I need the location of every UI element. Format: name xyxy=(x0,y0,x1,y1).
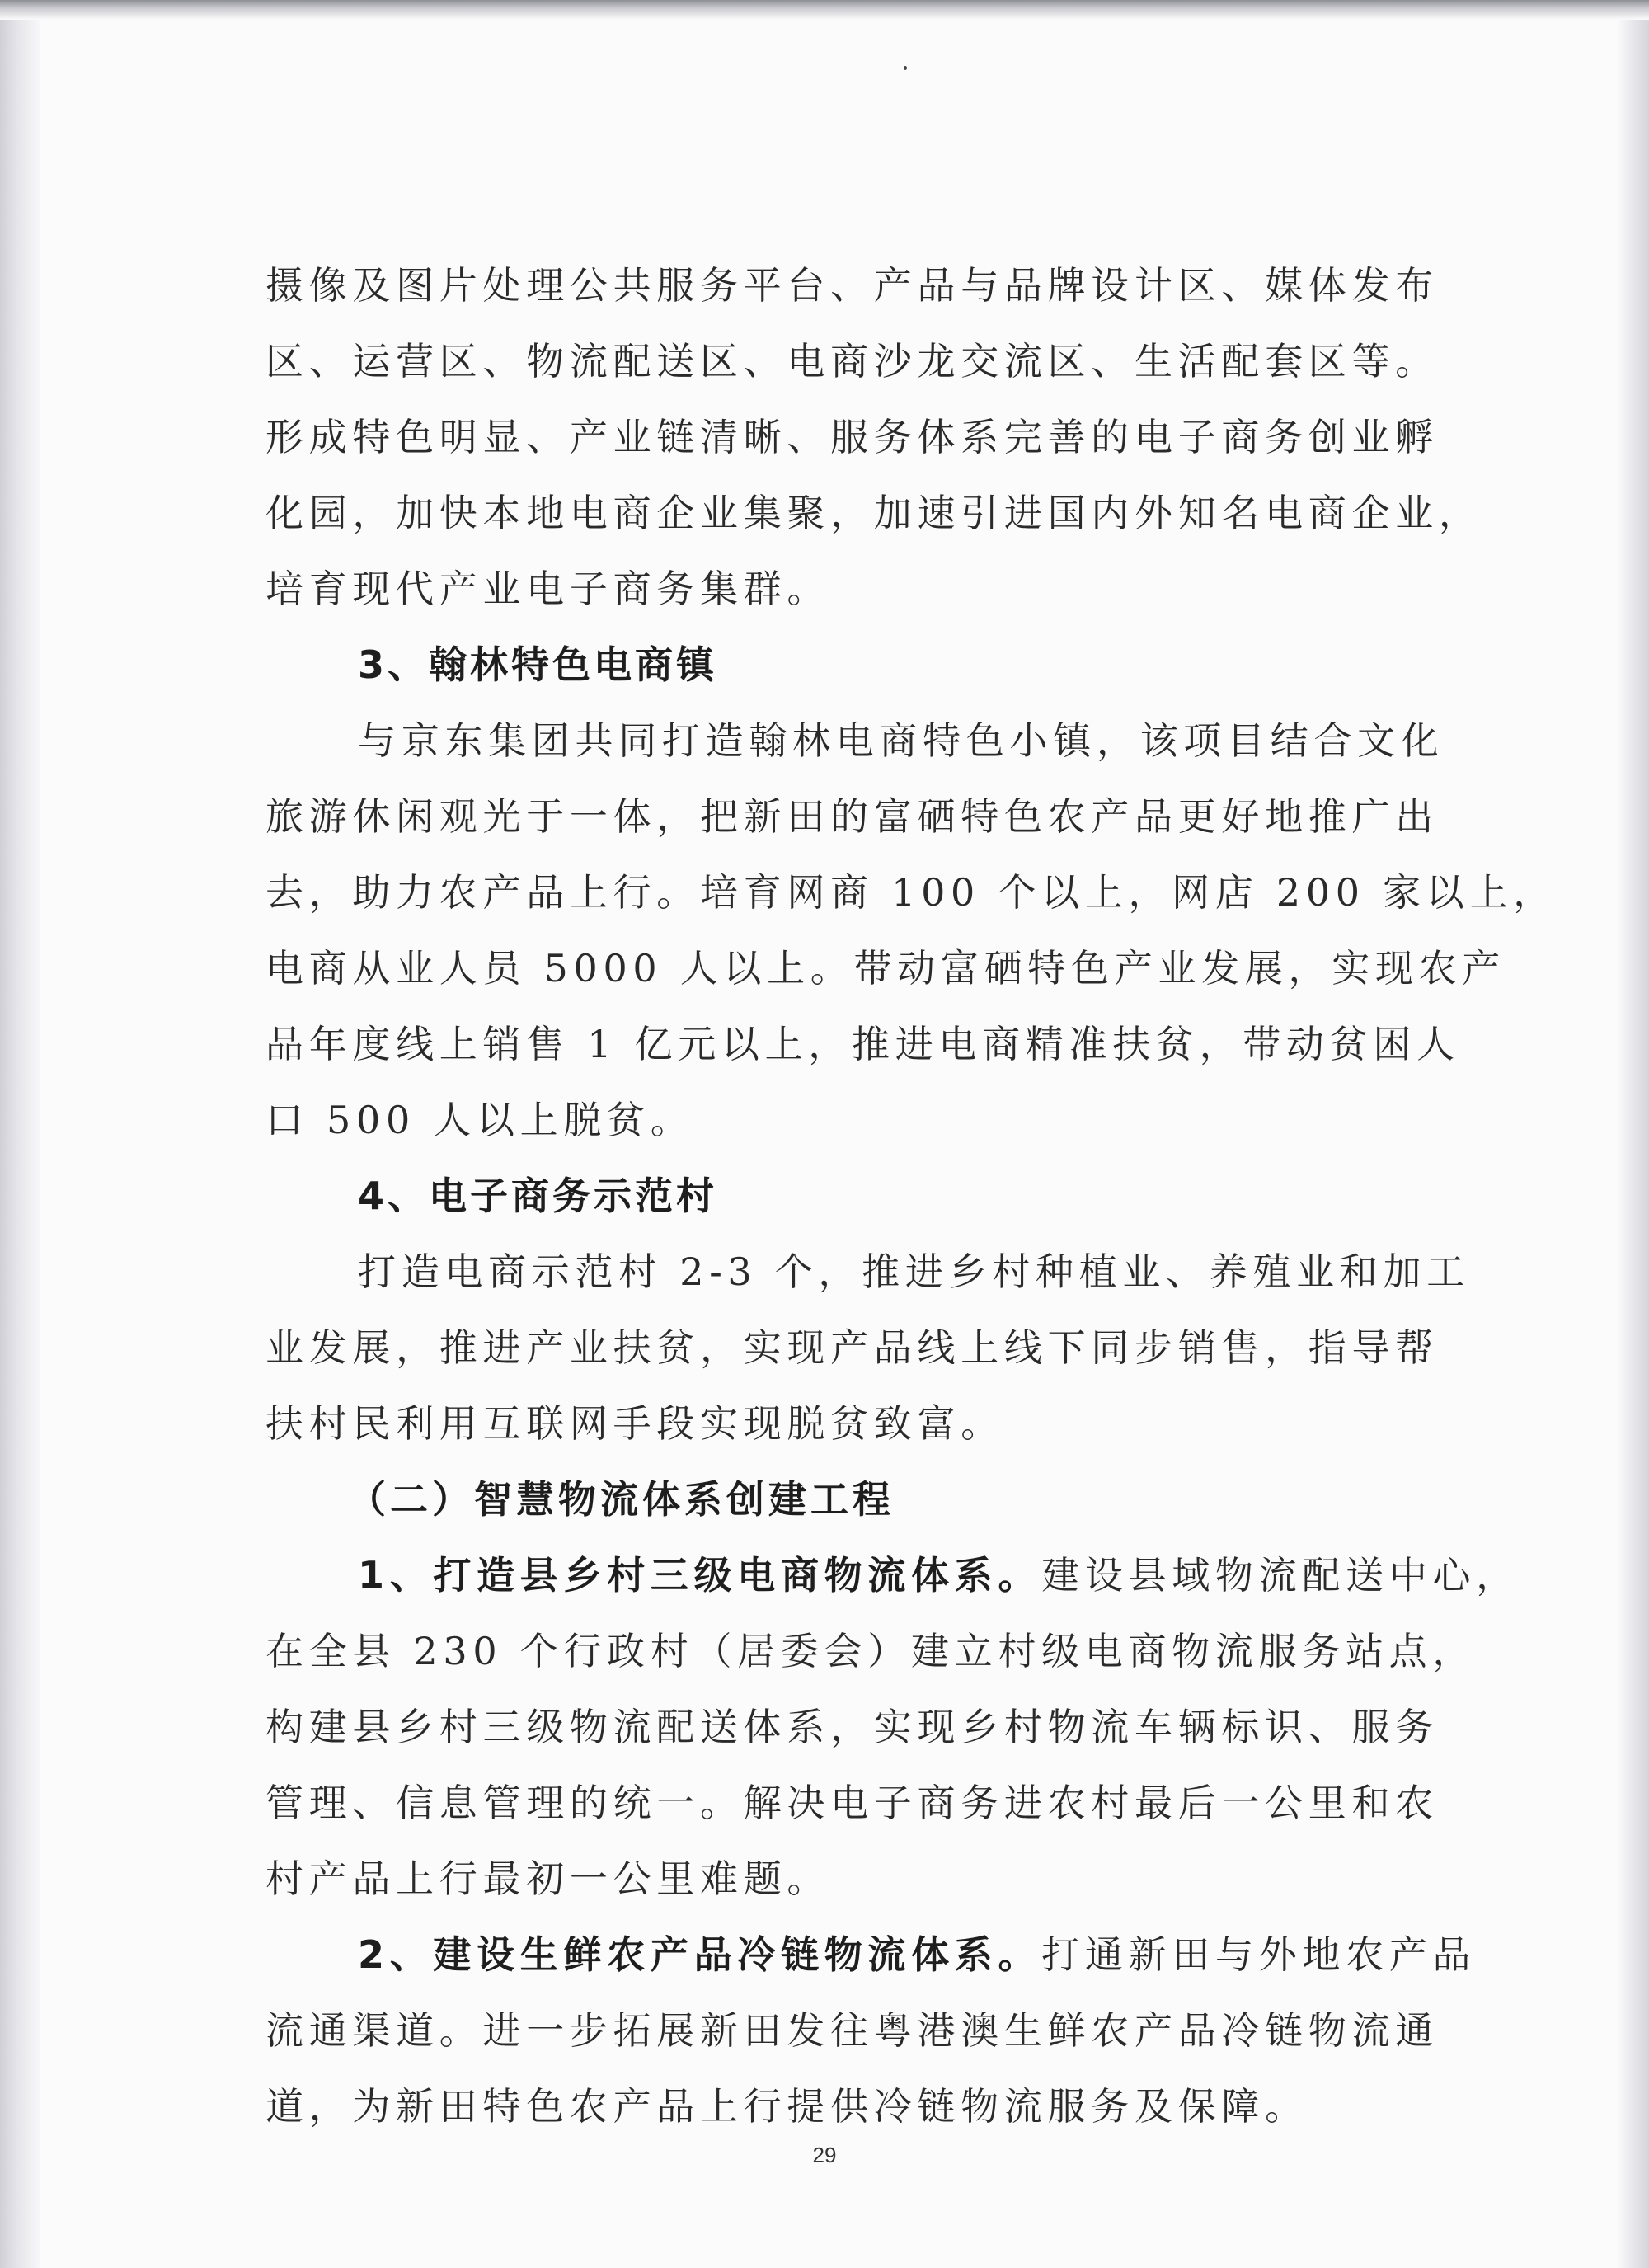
paragraph-line: 管理、信息管理的统一。解决电子商务进农村最后一公里和农 xyxy=(265,1781,1439,1825)
scan-shadow-right xyxy=(1616,0,1649,2268)
paragraph-line: 扶村民利用互联网手段实现脱贫致富。 xyxy=(265,1401,1004,1446)
paragraph-line: 道，为新田特色农产品上行提供冷链物流服务及保障。 xyxy=(265,2084,1308,2129)
lead-rest: 打通新田与外地农产品 xyxy=(1041,1932,1477,1977)
paragraph-line: 化园，加快本地电商企业集聚，加速引进国内外知名电商企业， xyxy=(265,491,1482,535)
paragraph-line: 构建县乡村三级物流配送体系，实现乡村物流车辆标识、服务 xyxy=(265,1705,1439,1749)
paragraph-line xyxy=(265,1537,1520,1613)
paragraph-line: 旅游休闲观光于一体，把新田的富硒特色农产品更好地推广出 xyxy=(265,794,1439,839)
paragraph-line: 区、运营区、物流配送区、电商沙龙交流区、生活配套区等。 xyxy=(265,339,1439,383)
page-number: 29 xyxy=(812,2143,837,2167)
paragraph-line: 与京东集团共同打造翰林电商特色小镇，该项目结合文化 xyxy=(358,718,1445,763)
scan-shadow-left xyxy=(0,0,40,2268)
paragraph-line: 流通渠道。进一步拓展新田发往粤港澳生鲜农产品冷链物流通 xyxy=(265,2008,1439,2053)
paragraph-line: 口 500 人以上脱贫。 xyxy=(265,1098,694,1142)
paragraph-line: 形成特色明显、产业链清晰、服务体系完善的电子商务创业孵 xyxy=(265,415,1439,459)
lead-phrase: 1、打造县乡村三级电商物流体系。 xyxy=(358,1553,1042,1597)
scan-speck xyxy=(904,66,907,70)
body-text xyxy=(265,247,1557,2144)
subheading-demo-village: 4、电子商务示范村 xyxy=(358,1174,718,1218)
paragraph-line xyxy=(265,1917,1477,1993)
subheading-hanlin-town: 3、翰林特色电商镇 xyxy=(358,642,718,687)
lead-phrase: 2、建设生鲜农产品冷链物流体系。 xyxy=(358,1932,1042,1977)
paragraph-line: 去，助力农产品上行。培育网商 100 个以上，网店 200 家以上， xyxy=(265,870,1557,915)
paragraph-line: 业发展，推进产业扶贫，实现产品线上线下同步销售，指导帮 xyxy=(265,1325,1439,1370)
paragraph-line: 电商从业人员 5000 人以上。带动富硒特色产业发展，实现农产 xyxy=(265,946,1506,990)
paragraph-line: 培育现代产业电子商务集群。 xyxy=(265,567,831,611)
paragraph-line: 品年度线上销售 1 亿元以上，推进电商精准扶贫，带动贫困人 xyxy=(265,1022,1460,1066)
scan-shadow-top xyxy=(0,0,1649,20)
lead-rest: 建设县域物流配送中心， xyxy=(1041,1553,1520,1597)
section-heading-logistics: （二）智慧物流体系创建工程 xyxy=(348,1477,895,1522)
paragraph-line: 摄像及图片处理公共服务平台、产品与品牌设计区、媒体发布 xyxy=(265,263,1439,308)
paragraph-line: 在全县 230 个行政村（居委会）建立村级电商物流服务站点， xyxy=(265,1629,1477,1673)
paragraph-line: 村产品上行最初一公里难题。 xyxy=(265,1856,831,1901)
paragraph-line: 打造电商示范村 2-3 个，推进乡村种植业、养殖业和加工 xyxy=(358,1249,1470,1294)
